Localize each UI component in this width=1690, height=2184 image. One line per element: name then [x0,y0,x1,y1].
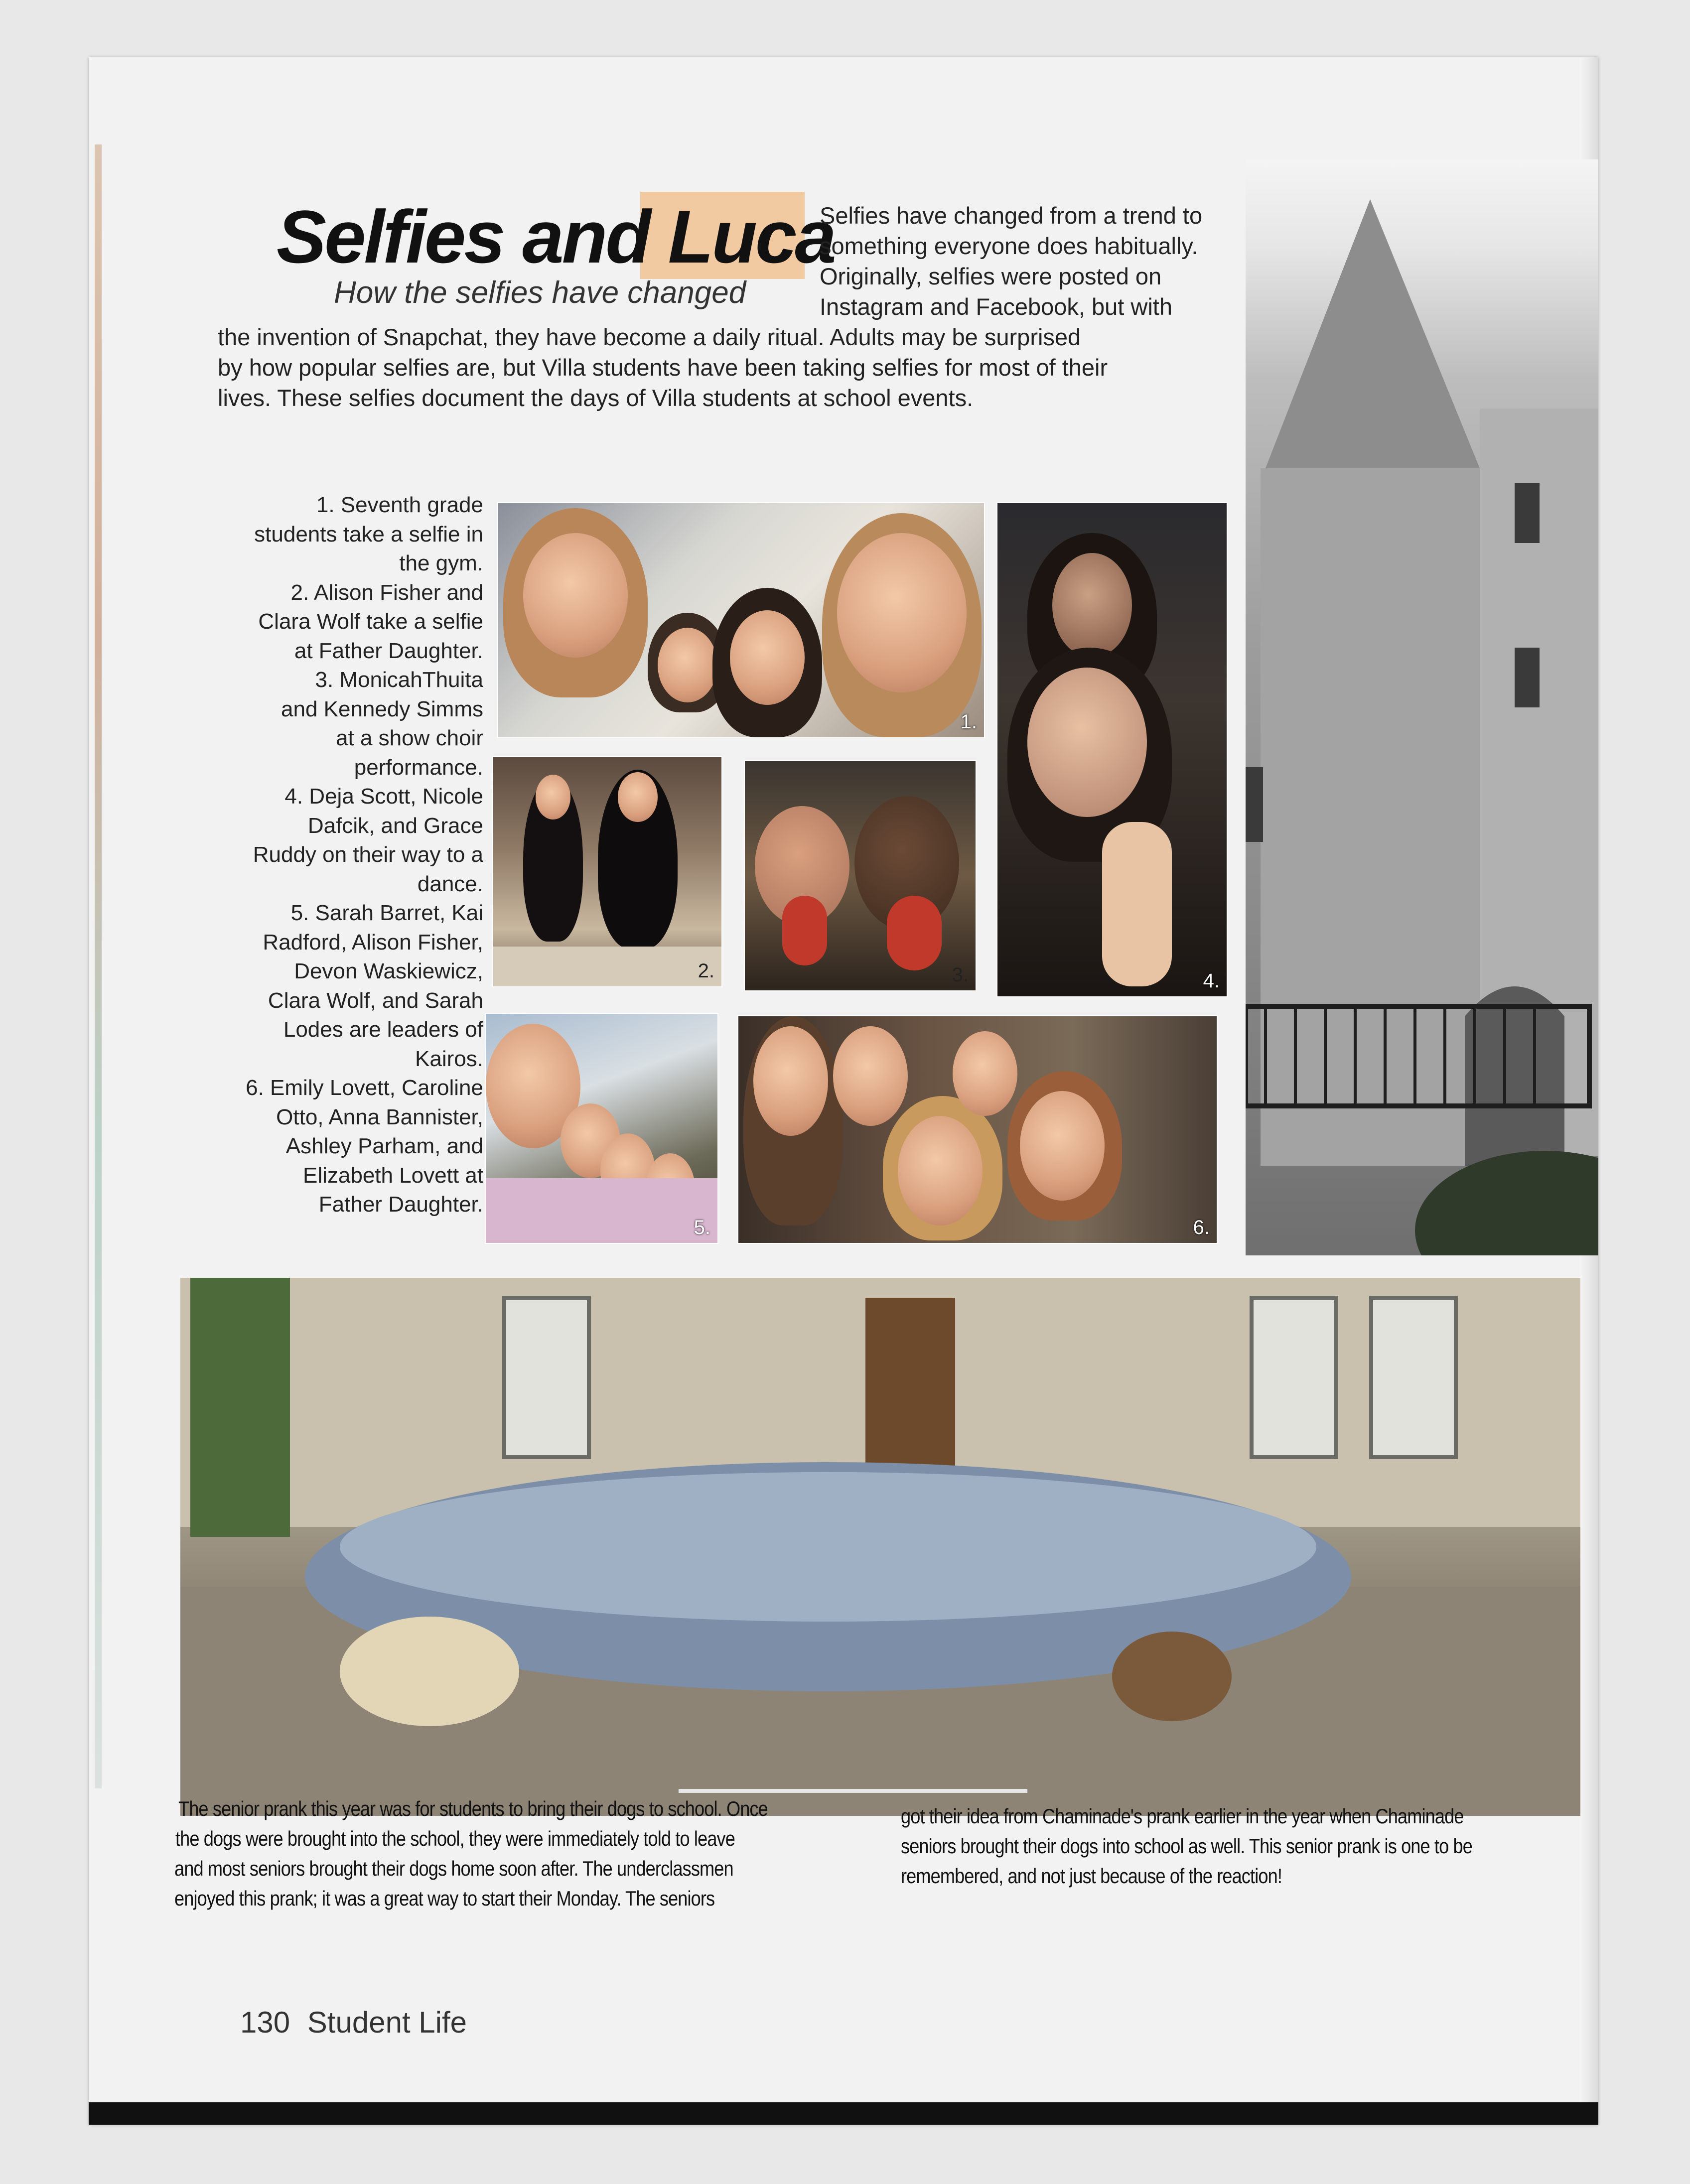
photo-number: 3. [952,964,969,986]
page-footer [240,2005,539,2040]
caption-line: at Father Daughter. [294,638,483,663]
person-face [1027,668,1147,817]
page-spine-shadow [95,144,102,1788]
intro-line: by how popular selfies are, but Villa students have been taking selfies for most of their [218,354,1108,381]
group-caption-line: seniors brought their dogs into school as well. This senior prank is one to be [901,1834,1472,1858]
intro-line: Originally, selfies were posted on [820,263,1162,289]
intro-line: something everyone does habitually. [820,233,1198,259]
caption-line: Elizabeth Lovett at [302,1163,483,1188]
caption-line: 3. MonicahThuita [315,668,483,692]
caption-line: Otto, Anna Bannister, [276,1104,483,1129]
photo-number: 1. [960,711,977,733]
group-caption-line: and most seniors brought their dogs home soon after. The underclassmen [174,1857,733,1880]
group-caption-line: enjoyed this prank; it was a great way to start their Monday. The seniors [174,1887,715,1910]
senior-prank-group-photo [180,1278,1580,1816]
person-face [898,1116,983,1226]
person-face [618,772,658,822]
page-bottom-edge [89,2102,1598,2125]
caption-line: 2. Alison Fisher and [290,580,483,605]
caption-line: 1. Seventh grade [316,493,483,517]
person-face [1020,1091,1105,1201]
caption-line: Clara Wolf, and Sarah [268,988,483,1013]
photo-number: 2. [698,960,714,982]
peace-sign-hand [1102,822,1172,986]
selfie-photo-4 [997,503,1227,996]
caption-line: Ruddy on their way to a [253,842,483,867]
section-name: Student Life [307,2006,467,2039]
intro-line: Selfies have changed from a trend to [820,202,1203,229]
caption-line: dance. [417,871,483,896]
caption-line: students take a selfie in [254,522,483,546]
group-caption-line: got their idea from Chaminade's prank earlier in the year when Chaminade [901,1804,1464,1828]
selfie-photo-1 [498,503,984,737]
caption-line: Dafcik, and Grace [307,813,483,838]
caption-line: 5. Sarah Barret, Kai [290,901,483,925]
person-face [753,1026,828,1136]
photo-number: 5. [694,1217,710,1238]
person-face [953,1031,1017,1116]
group-caption-line: The senior prank this year was for students to bring their dogs to school. Once [178,1797,768,1820]
page-number: 130 [240,2006,290,2039]
group-caption-line: the dogs were brought into the school, they were immediately told to leave [175,1827,735,1850]
person-face [833,1026,908,1126]
castle-illustration [1246,159,1598,1255]
dog-filter-tongue [782,896,827,965]
person-face [837,533,967,692]
caption-line: Ashley Parham, and [285,1134,483,1158]
selfie-photo-5 [486,1014,717,1243]
caption-line: the gym. [399,551,483,575]
caption-line: Kairos. [415,1046,483,1071]
clothing [486,1178,717,1243]
photo-captions [197,491,483,1228]
dog-filter-tongue [887,896,942,970]
person-face [523,533,628,658]
caption-line: Lodes are leaders of [283,1017,483,1042]
caption-line: at a show choir [336,726,483,750]
caption-line: 4. Deja Scott, Nicole [284,784,483,809]
person-face [536,775,570,819]
caption-line: Devon Waskiewicz, [294,959,483,983]
caption-line: 6. Emily Lovett, Caroline [246,1076,483,1100]
intro-line: Instagram and Facebook, but with [820,293,1173,320]
page-subtitle: How the selfies have changed [334,275,746,310]
group-caption-line: remembered, and not just because of the reaction! [901,1864,1282,1888]
caption-line: Father Daughter. [318,1192,483,1217]
caption-line: Radford, Alison Fisher, [263,930,483,955]
person-face [730,610,805,705]
person-face [1052,553,1132,658]
castle-photo [1246,159,1598,1255]
counter [493,947,721,986]
caption-line: performance. [354,755,483,780]
group-photo-illustration [180,1278,1580,1816]
selfie-photo-2 [493,757,721,986]
intro-line: the invention of Snapchat, they have become a daily ritual. Adults may be surprised [218,324,1081,350]
photo-number: 6. [1193,1217,1210,1238]
selfie-photo-3 [745,761,976,990]
intro-line: lives. These selfies document the days of Villa students at school events. [218,385,974,411]
caption-line: and Kennedy Simms [281,696,483,721]
person-face [658,628,717,702]
page-title: Selfies and Luca [277,195,835,278]
photo-number: 4. [1203,970,1220,992]
caption-line: Clara Wolf take a selfie [258,609,483,634]
selfie-photo-6 [738,1016,1217,1243]
